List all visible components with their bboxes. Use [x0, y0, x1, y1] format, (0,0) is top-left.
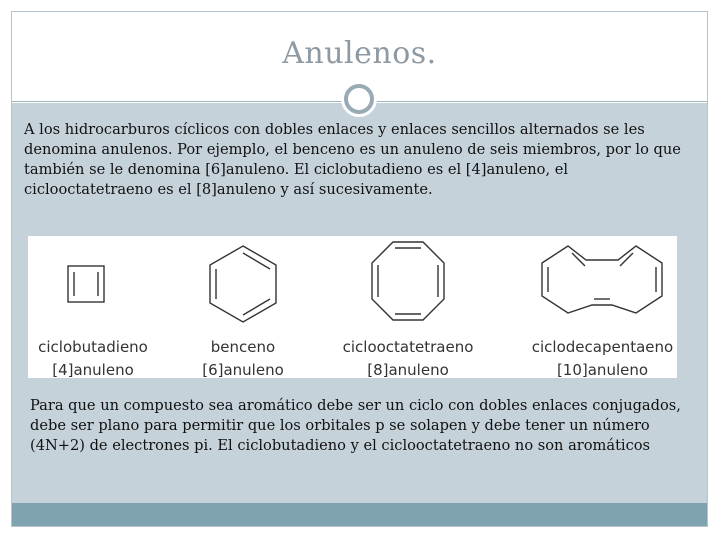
- molecule-annulene: [10]anuleno: [556, 361, 649, 379]
- molecule-benzene: [198, 236, 288, 378]
- ring-inner: [344, 84, 374, 114]
- molecule-cyclobutadiene: [28, 236, 158, 378]
- molecule-annulene: [4]anuleno: [52, 361, 134, 379]
- cyclobutadiene-structure-icon: [28, 236, 158, 336]
- cyclodecapentaene-structure-icon: [528, 236, 677, 336]
- intro-paragraph: A los hidrocarburos cíclicos con dobles enlaces y enlaces sencillos alternados se les denomina anulenos. Por ejemplo, el benceno es un anuleno de seis miembros, por lo que también se le denomina [6]anuleno. El ciclobutadieno es el [4]anuleno, el ciclooctatetraeno es el [8]anuleno y así sucesivamente.: [24, 121, 681, 198]
- molecule-name: ciclooctatetraeno: [342, 338, 474, 356]
- molecule-name: ciclobutadieno: [38, 338, 148, 356]
- slide-title: Anulenos.: [282, 36, 437, 71]
- molecule-cyclooctatetraene: [338, 236, 478, 378]
- benzene-structure-icon: [198, 236, 288, 336]
- annulene-figure: [28, 236, 677, 378]
- molecule-cyclodecapentaene: [528, 236, 677, 378]
- molecule-name: ciclodecapentaeno: [531, 338, 674, 356]
- cyclooctatetraene-structure-icon: [338, 236, 478, 336]
- molecule-annulene: [8]anuleno: [367, 361, 449, 379]
- molecule-name: benceno: [210, 338, 276, 356]
- decorative-ring-icon: [341, 81, 377, 117]
- footer-bar: [12, 503, 707, 526]
- molecule-annulene: [6]anuleno: [202, 361, 284, 379]
- aromaticity-paragraph: Para que un compuesto sea aromático debe ser un ciclo con dobles enlaces conjugados, debe ser plano para permitir que los orbitales p se solapen y debe tener un número (4N+2) de electrones pi. El ciclobutadieno y el ciclooctatetraeno no son aromáticos: [30, 397, 681, 454]
